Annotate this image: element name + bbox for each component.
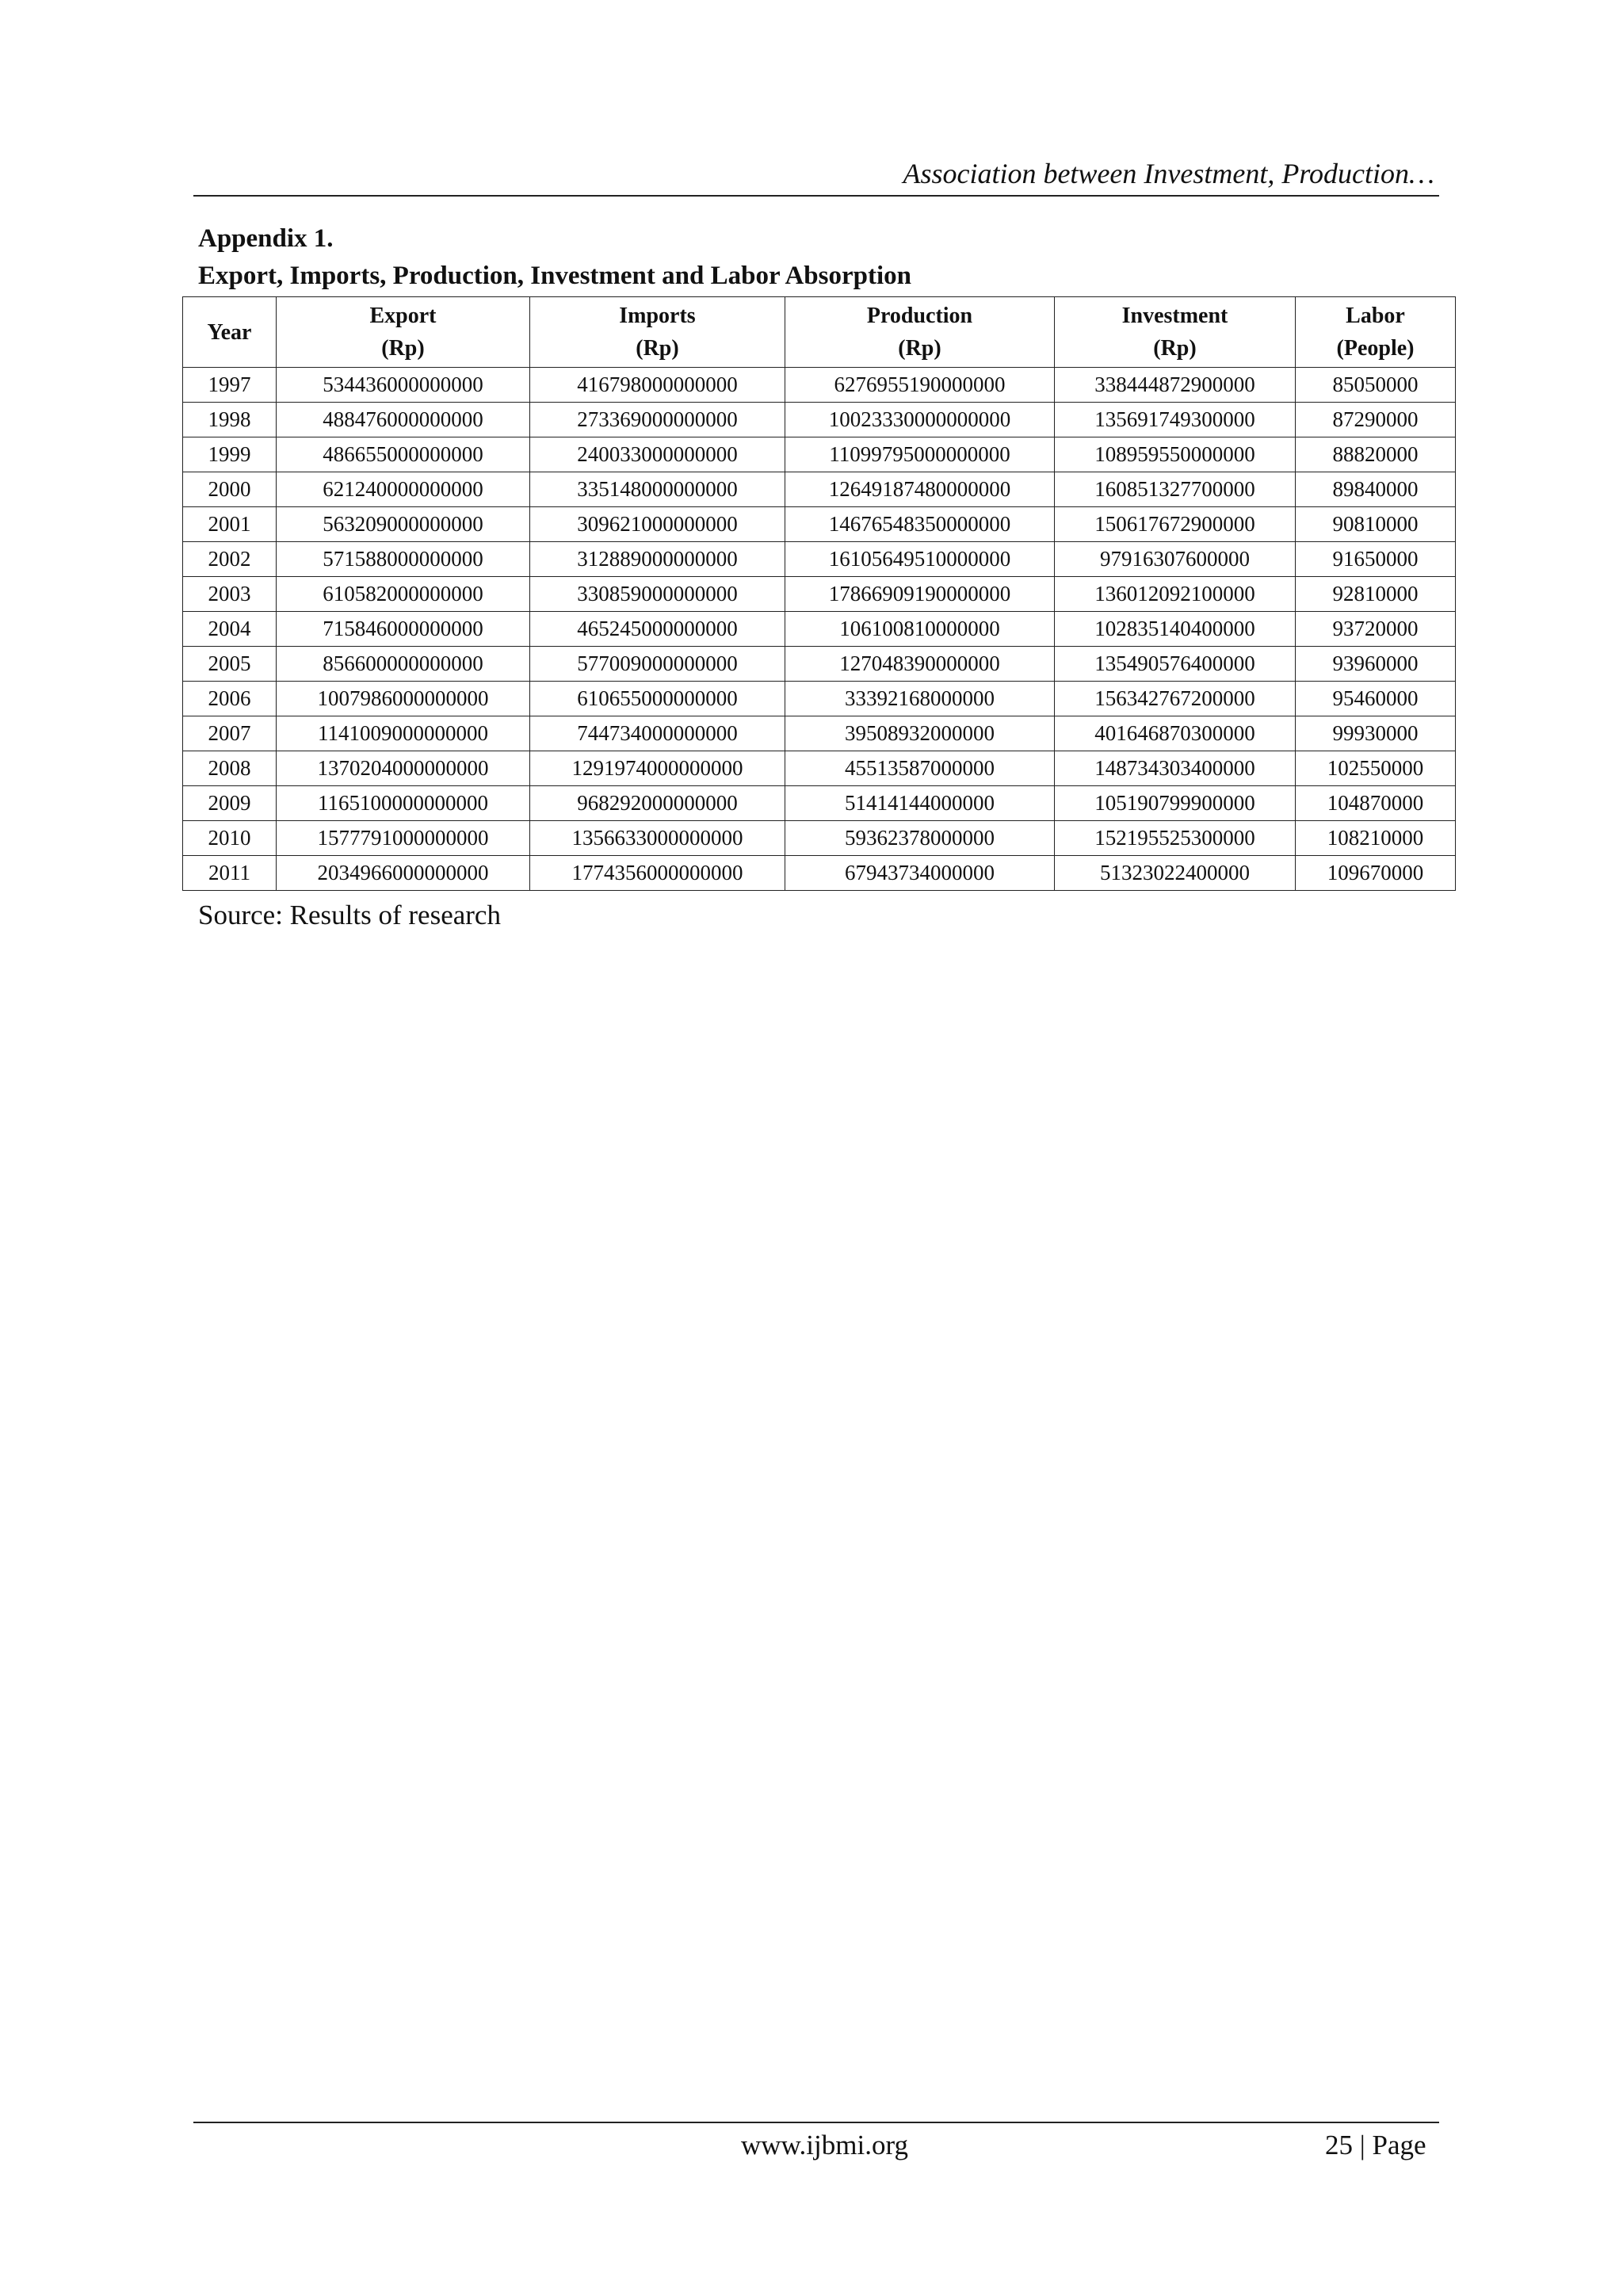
column-header-name: Export	[369, 304, 437, 328]
table-cell: 17866909190000000	[785, 577, 1055, 612]
table-cell: 102550000	[1296, 751, 1456, 786]
table-row	[183, 437, 1456, 472]
table-cell: 108210000	[1296, 821, 1456, 856]
table-cell: 1774356000000000	[530, 856, 785, 891]
data-table	[182, 296, 1456, 891]
column-header	[277, 297, 530, 368]
table-cell: 2034966000000000	[277, 856, 530, 891]
table-cell: 88820000	[1296, 437, 1456, 472]
table-row	[183, 507, 1456, 542]
table-cell: 1997	[183, 368, 277, 403]
table-row	[183, 716, 1456, 751]
table-cell: 2007	[183, 716, 277, 751]
column-header-unit: (Rp)	[636, 336, 679, 361]
column-header-unit: (Rp)	[1153, 336, 1197, 361]
table-cell: 91650000	[1296, 542, 1456, 577]
table-cell: 135691749300000	[1055, 403, 1296, 437]
table-cell: 105190799900000	[1055, 786, 1296, 821]
column-header-name: Imports	[619, 304, 696, 328]
table-cell: 108959550000000	[1055, 437, 1296, 472]
table-row	[183, 368, 1456, 403]
table-row	[183, 751, 1456, 786]
table-cell: 968292000000000	[530, 786, 785, 821]
table-row	[183, 821, 1456, 856]
table-cell: 577009000000000	[530, 647, 785, 682]
table-cell: 12649187480000000	[785, 472, 1055, 507]
table-cell: 93960000	[1296, 647, 1456, 682]
table-cell: 715846000000000	[277, 612, 530, 647]
table-row	[183, 577, 1456, 612]
table-cell: 309621000000000	[530, 507, 785, 542]
table-cell: 90810000	[1296, 507, 1456, 542]
table-cell: 1577791000000000	[277, 821, 530, 856]
running-title: Association between Investment, Production…	[903, 158, 1434, 189]
source-note: Source: Results of research	[198, 900, 501, 930]
table-cell: 11099795000000000	[785, 437, 1055, 472]
table-cell: 312889000000000	[530, 542, 785, 577]
table-row	[183, 647, 1456, 682]
table-cell: 6276955190000000	[785, 368, 1055, 403]
table-cell: 240033000000000	[530, 437, 785, 472]
table-cell: 416798000000000	[530, 368, 785, 403]
table-cell: 87290000	[1296, 403, 1456, 437]
table-cell: 1999	[183, 437, 277, 472]
table-cell: 51414144000000	[785, 786, 1055, 821]
table-cell: 2010	[183, 821, 277, 856]
table-title: Export, Imports, Production, Investment and Labor Absorption	[198, 262, 911, 290]
column-header	[1055, 297, 1296, 368]
table-cell: 109670000	[1296, 856, 1456, 891]
table-cell: 33392168000000	[785, 682, 1055, 716]
table-cell: 621240000000000	[277, 472, 530, 507]
table-cell: 2006	[183, 682, 277, 716]
appendix-label: Appendix 1.	[198, 224, 334, 253]
table-cell: 104870000	[1296, 786, 1456, 821]
column-header-name: Investment	[1121, 304, 1228, 328]
table-cell: 39508932000000	[785, 716, 1055, 751]
table-cell: 2008	[183, 751, 277, 786]
column-header-unit: (People)	[1336, 336, 1415, 361]
table-cell: 51323022400000	[1055, 856, 1296, 891]
table-row	[183, 403, 1456, 437]
table-cell: 102835140400000	[1055, 612, 1296, 647]
column-header	[1296, 297, 1456, 368]
table-cell: 610655000000000	[530, 682, 785, 716]
footer-rule	[193, 2122, 1439, 2123]
table-row	[183, 682, 1456, 716]
table-cell: 2000	[183, 472, 277, 507]
table-cell: 156342767200000	[1055, 682, 1296, 716]
table-cell: 152195525300000	[1055, 821, 1296, 856]
table-cell: 1998	[183, 403, 277, 437]
table-cell: 89840000	[1296, 472, 1456, 507]
table-cell: 2001	[183, 507, 277, 542]
table-cell: 136012092100000	[1055, 577, 1296, 612]
column-header	[183, 297, 277, 368]
table-cell: 1291974000000000	[530, 751, 785, 786]
table-header	[183, 297, 1456, 368]
table-cell: 273369000000000	[530, 403, 785, 437]
table-cell: 85050000	[1296, 368, 1456, 403]
table-cell: 59362378000000	[785, 821, 1055, 856]
footer-page-number: 25 | Page	[1325, 2130, 1426, 2160]
table-row	[183, 786, 1456, 821]
column-header-name: Production	[866, 304, 973, 328]
table-cell: 486655000000000	[277, 437, 530, 472]
table-row	[183, 612, 1456, 647]
table-cell: 330859000000000	[530, 577, 785, 612]
table-cell: 45513587000000	[785, 751, 1055, 786]
table-cell: 127048390000000	[785, 647, 1055, 682]
table-cell: 2009	[183, 786, 277, 821]
table-cell: 2005	[183, 647, 277, 682]
table-cell: 744734000000000	[530, 716, 785, 751]
table-cell: 2011	[183, 856, 277, 891]
column-header-unit: (Rp)	[381, 336, 425, 361]
table-cell: 2004	[183, 612, 277, 647]
table-cell: 99930000	[1296, 716, 1456, 751]
table-cell: 95460000	[1296, 682, 1456, 716]
table-row	[183, 542, 1456, 577]
table-cell: 335148000000000	[530, 472, 785, 507]
table-cell: 571588000000000	[277, 542, 530, 577]
table-cell: 97916307600000	[1055, 542, 1296, 577]
table-row	[183, 856, 1456, 891]
column-header-name: Labor	[1346, 304, 1405, 328]
table-cell: 563209000000000	[277, 507, 530, 542]
table-cell: 1370204000000000	[277, 751, 530, 786]
column-header	[785, 297, 1055, 368]
table-cell: 148734303400000	[1055, 751, 1296, 786]
column-header-unit: (Rp)	[898, 336, 941, 361]
footer-url: www.ijbmi.org	[741, 2130, 908, 2160]
table-cell: 1141009000000000	[277, 716, 530, 751]
table-cell: 488476000000000	[277, 403, 530, 437]
table-cell: 1007986000000000	[277, 682, 530, 716]
table-row	[183, 472, 1456, 507]
table-cell: 135490576400000	[1055, 647, 1296, 682]
table-cell: 93720000	[1296, 612, 1456, 647]
table-cell: 10023330000000000	[785, 403, 1055, 437]
table-cell: 106100810000000	[785, 612, 1055, 647]
table-cell: 465245000000000	[530, 612, 785, 647]
table-cell: 92810000	[1296, 577, 1456, 612]
column-header	[530, 297, 785, 368]
table-cell: 16105649510000000	[785, 542, 1055, 577]
table-body	[183, 368, 1456, 891]
table-cell: 67943734000000	[785, 856, 1055, 891]
table-cell: 14676548350000000	[785, 507, 1055, 542]
header-row	[183, 297, 1456, 368]
table-cell: 150617672900000	[1055, 507, 1296, 542]
table-cell: 1165100000000000	[277, 786, 530, 821]
table-cell: 2002	[183, 542, 277, 577]
running-header	[193, 152, 1439, 197]
table-cell: 401646870300000	[1055, 716, 1296, 751]
table-cell: 1356633000000000	[530, 821, 785, 856]
table-cell: 338444872900000	[1055, 368, 1296, 403]
table-cell: 534436000000000	[277, 368, 530, 403]
table-cell: 856600000000000	[277, 647, 530, 682]
table-cell: 610582000000000	[277, 577, 530, 612]
table-cell: 2003	[183, 577, 277, 612]
table-cell: 160851327700000	[1055, 472, 1296, 507]
column-header-name: Year	[207, 319, 252, 345]
